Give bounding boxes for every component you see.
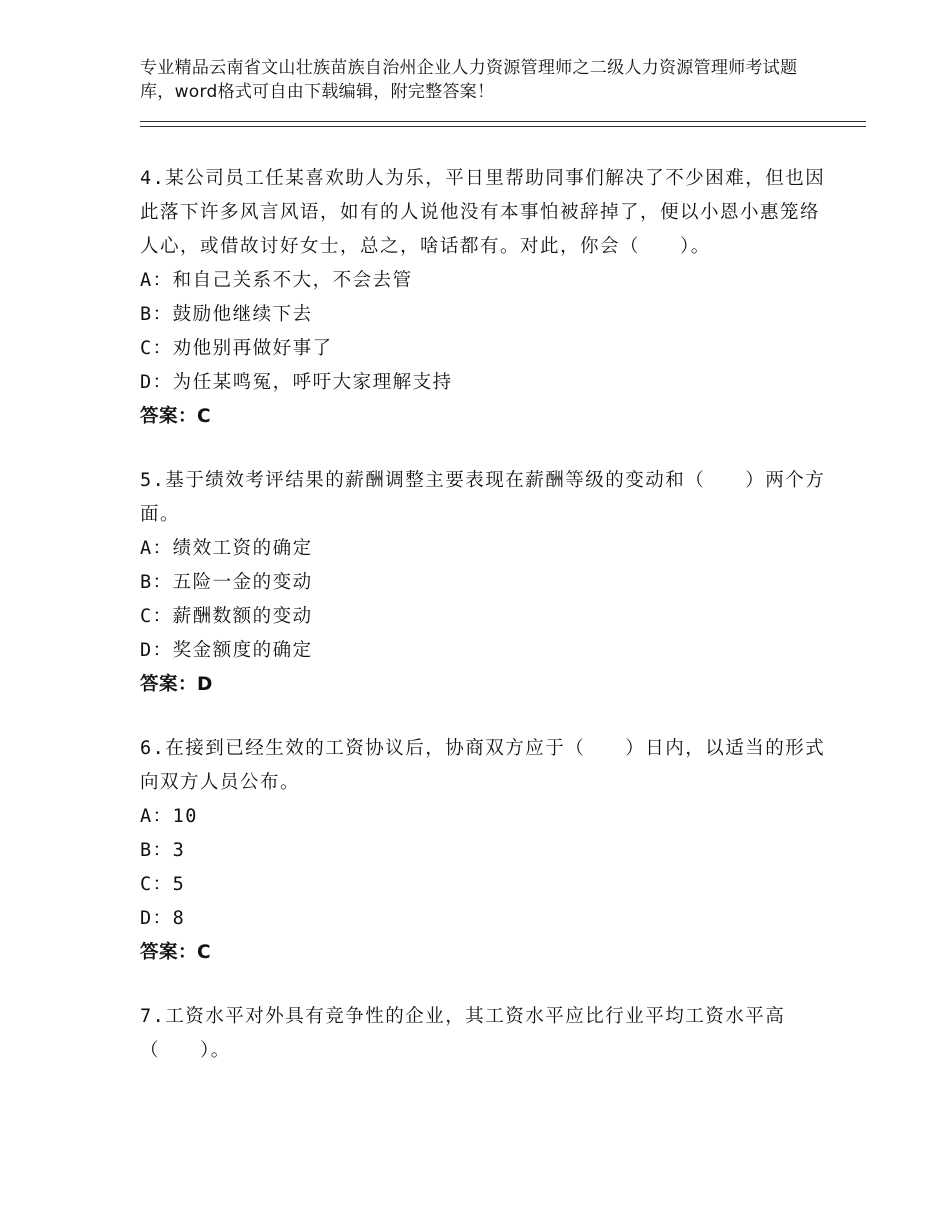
option-a: A：10: [140, 806, 198, 827]
question-4: [140, 162, 830, 434]
answer-label: 答案：C: [140, 406, 212, 427]
option-b: B：鼓励他继续下去: [140, 304, 313, 325]
option-c: C：5: [140, 874, 186, 895]
answer-label: 答案：D: [140, 674, 213, 695]
question-stem: 5.基于绩效考评结果的薪酬调整主要表现在薪酬等级的变动和（ ）两个方面。: [140, 470, 826, 525]
question-list: [140, 162, 830, 1098]
question-5: [140, 464, 830, 702]
option-b: B：3: [140, 840, 186, 861]
question-stem: 4.某公司员工任某喜欢助人为乐，平日里帮助同事们解决了不少困难，但也因此落下许多风言风语，如有的人说他没有本事怕被辞掉了，便以小恩小惠笼络人心，或借故讨好女士，总之，啥话都有。对此，你会（ ）。: [140, 168, 826, 257]
option-c: C：劝他别再做好事了: [140, 338, 333, 359]
option-d: D：为任某鸣冤，呼吁大家理解支持: [140, 372, 453, 393]
question-stem: 7.工资水平对外具有竞争性的企业，其工资水平应比行业平均工资水平高（ ）。: [140, 1006, 786, 1061]
document-title: 专业精品云南省文山壮族苗族自治州企业人力资源管理师之二级人力资源管理师考试题库，word格式可自由下载编辑，附完整答案！: [140, 58, 798, 102]
option-b: B：五险一金的变动: [140, 572, 313, 593]
option-a: A：绩效工资的确定: [140, 538, 313, 559]
option-d: D：8: [140, 908, 186, 929]
option-c: C：薪酬数额的变动: [140, 606, 313, 627]
question-7: [140, 1000, 830, 1068]
question-stem: 6.在接到已经生效的工资协议后，协商双方应于（ ）日内，以适当的形式向双方人员公布。: [140, 738, 826, 793]
document-header: [140, 56, 830, 104]
header-double-rule: [140, 121, 866, 127]
option-d: D：奖金额度的确定: [140, 640, 313, 661]
answer-label: 答案：C: [140, 942, 212, 963]
question-6: [140, 732, 830, 970]
option-a: A：和自己关系不大，不会去管: [140, 270, 413, 291]
